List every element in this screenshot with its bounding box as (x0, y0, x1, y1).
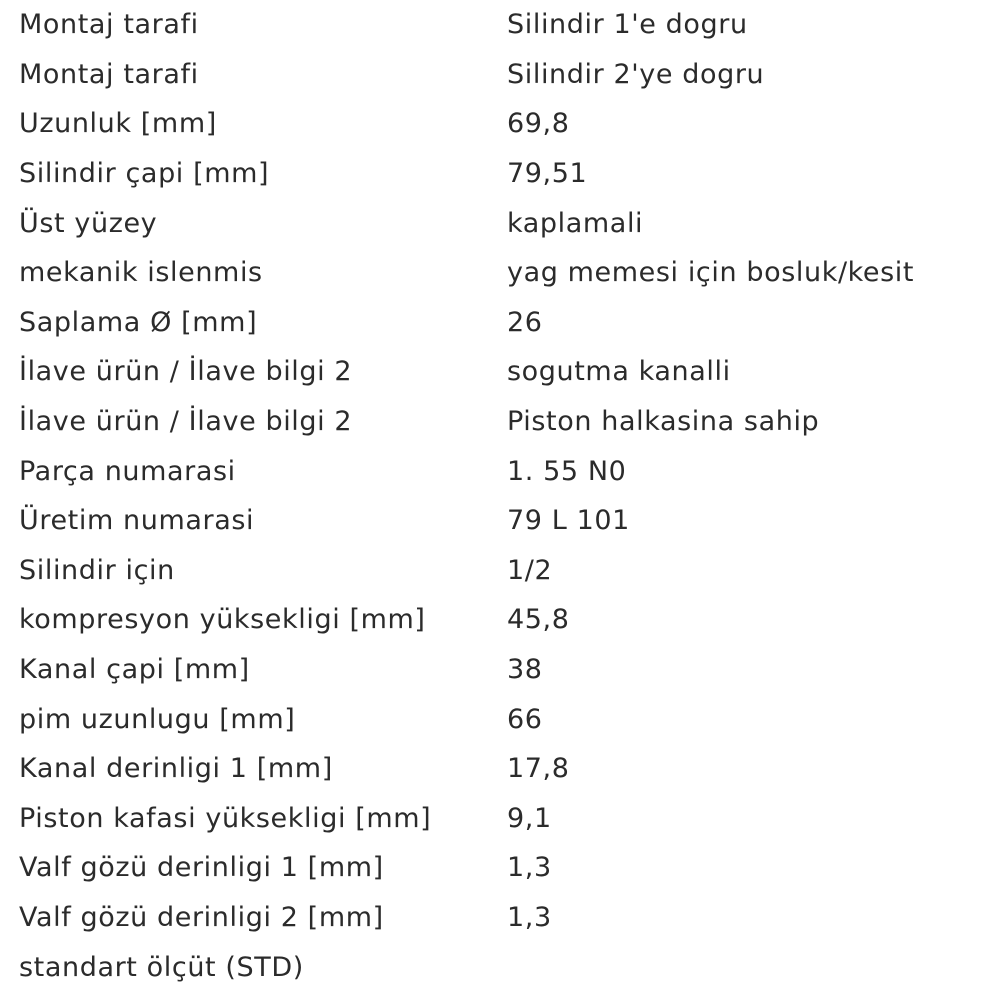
spec-label: Kanal derinligi 1 [mm] (19, 753, 333, 785)
spec-label: Silindir çapi [mm] (19, 158, 270, 190)
spec-value: 26 (507, 306, 543, 338)
spec-label: pim uzunlugu [mm] (19, 703, 296, 735)
spec-value: 38 (507, 654, 543, 686)
spec-label: Montaj tarafi (19, 58, 199, 90)
spec-row (0, 50, 1000, 100)
spec-value: 79,51 (507, 158, 588, 190)
spec-label: Saplama Ø [mm] (19, 306, 258, 338)
spec-value: yag memesi için bosluk/kesit (507, 257, 915, 289)
spec-row (0, 347, 1000, 397)
spec-value: Silindir 2'ye dogru (507, 58, 765, 90)
spec-value (507, 942, 1000, 992)
spec-label: kompresyon yüksekligi [mm] (19, 604, 426, 636)
spec-label: Valf gözü derinligi 1 [mm] (19, 852, 384, 884)
spec-value: 1,3 (507, 901, 552, 933)
spec-row (0, 546, 1000, 596)
spec-label: İlave ürün / İlave bilgi 2 (19, 406, 353, 438)
spec-row (0, 99, 1000, 149)
spec-label: Parça numarasi (19, 455, 236, 487)
spec-value: 45,8 (507, 604, 570, 636)
spec-row (0, 0, 1000, 50)
spec-value: 1. 55 N0 (507, 455, 627, 487)
spec-row (0, 843, 1000, 893)
spec-value: Piston halkasina sahip (507, 406, 820, 438)
spec-row (0, 446, 1000, 496)
spec-label: Kanal çapi [mm] (19, 654, 250, 686)
spec-row (0, 893, 1000, 943)
spec-value: kaplamali (507, 207, 644, 239)
spec-label: Piston kafasi yüksekligi [mm] (19, 802, 432, 834)
spec-row (0, 198, 1000, 248)
spec-label: mekanik islenmis (19, 257, 263, 289)
spec-row (0, 496, 1000, 546)
spec-value: 69,8 (507, 108, 570, 140)
spec-label: İlave ürün / İlave bilgi 2 (19, 356, 353, 388)
spec-value: 66 (507, 703, 543, 735)
spec-label: Uzunluk [mm] (19, 108, 217, 140)
spec-value: Silindir 1'e dogru (507, 9, 748, 41)
spec-row (0, 942, 1000, 992)
spec-row (0, 744, 1000, 794)
spec-label: Üretim numarasi (19, 505, 255, 537)
spec-value: 9,1 (507, 802, 552, 834)
spec-value: 1/2 (507, 554, 553, 586)
spec-row (0, 298, 1000, 348)
spec-row (0, 397, 1000, 447)
spec-row (0, 595, 1000, 645)
spec-label: Silindir için (19, 554, 175, 586)
spec-label: Üst yüzey (19, 207, 158, 239)
spec-label: Valf gözü derinligi 2 [mm] (19, 901, 384, 933)
spec-label: standart ölçüt (STD) (19, 951, 304, 983)
spec-label: Montaj tarafi (19, 9, 199, 41)
spec-value: 1,3 (507, 852, 552, 884)
spec-row (0, 149, 1000, 199)
spec-value: 17,8 (507, 753, 570, 785)
spec-value: sogutma kanalli (507, 356, 731, 388)
spec-row (0, 645, 1000, 695)
spec-value: 79 L 101 (507, 505, 630, 537)
spec-row (0, 694, 1000, 744)
spec-row (0, 248, 1000, 298)
spec-row (0, 794, 1000, 844)
